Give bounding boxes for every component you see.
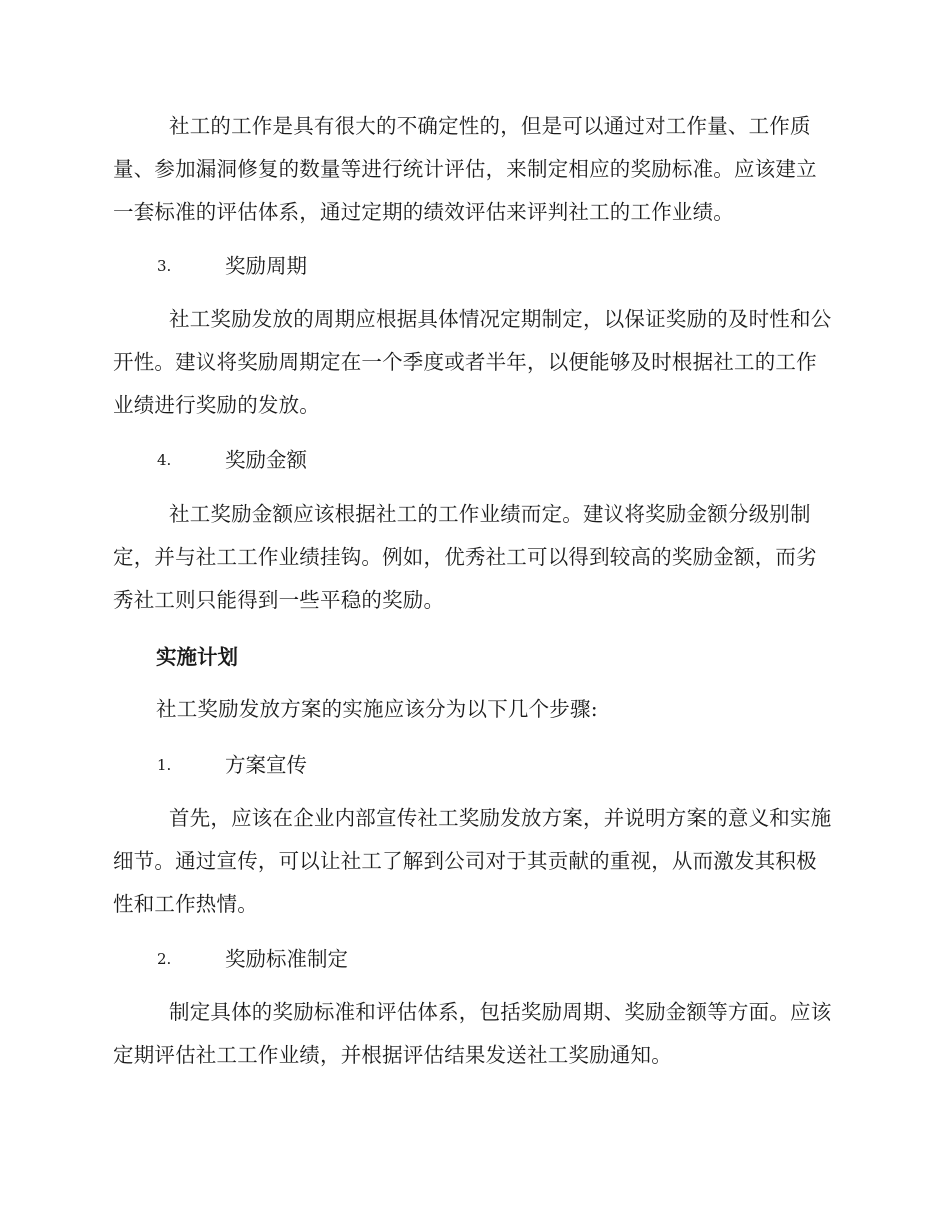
list-number: 1. — [157, 756, 172, 774]
paragraph-evaluation-standard: 社工的工作是具有很大的不确定性的，但是可以通过对工作量、工作质量、参加漏洞修复的数量等进行统计评估，来制定相应的奖励标准。应该建立一套标准的评估体系，通过定期的绩效评估来评判社工的工作业绩。 — [113, 114, 817, 224]
list-item-title: 奖励周期 — [225, 254, 307, 278]
list-item-title: 奖励标准制定 — [225, 947, 348, 971]
list-item-reward-cycle — [157, 251, 307, 281]
list-item-plan-promotion — [157, 750, 307, 780]
list-number: 4. — [157, 451, 172, 469]
list-number: 3. — [157, 257, 172, 275]
paragraph-reward-cycle: 社工奖励发放的周期应根据具体情况定期制定，以保证奖励的及时性和公开性。建议将奖励周期定在一个季度或者半年，以便能够及时根据社工的工作业绩进行奖励的发放。 — [113, 307, 832, 417]
list-item-standard-setting — [157, 944, 348, 974]
paragraph-plan-promotion: 首先，应该在企业内部宣传社工奖励发放方案，并说明方案的意义和实施细节。通过宣传，可以让社工了解到公司对于其贡献的重视，从而激发其积极性和工作热情。 — [113, 806, 832, 916]
paragraph-standard-setting: 制定具体的奖励标准和评估体系，包括奖励周期、奖励金额等方面。应该定期评估社工工作业绩，并根据评估结果发送社工奖励通知。 — [113, 1000, 832, 1067]
list-number: 2. — [157, 950, 172, 968]
paragraph-reward-amount: 社工奖励金额应该根据社工的工作业绩而定。建议将奖励金额分级别制定，并与社工工作业绩挂钩。例如，优秀社工可以得到较高的奖励金额，而劣秀社工则只能得到一些平稳的奖励。 — [113, 502, 817, 612]
list-item-title: 奖励金额 — [225, 448, 307, 472]
list-item-reward-amount — [157, 445, 307, 475]
list-item-title: 方案宣传 — [225, 753, 307, 777]
section-heading-implementation: 实施计划 — [156, 645, 238, 669]
paragraph-steps-intro: 社工奖励发放方案的实施应该分为以下几个步骤: — [156, 697, 598, 721]
